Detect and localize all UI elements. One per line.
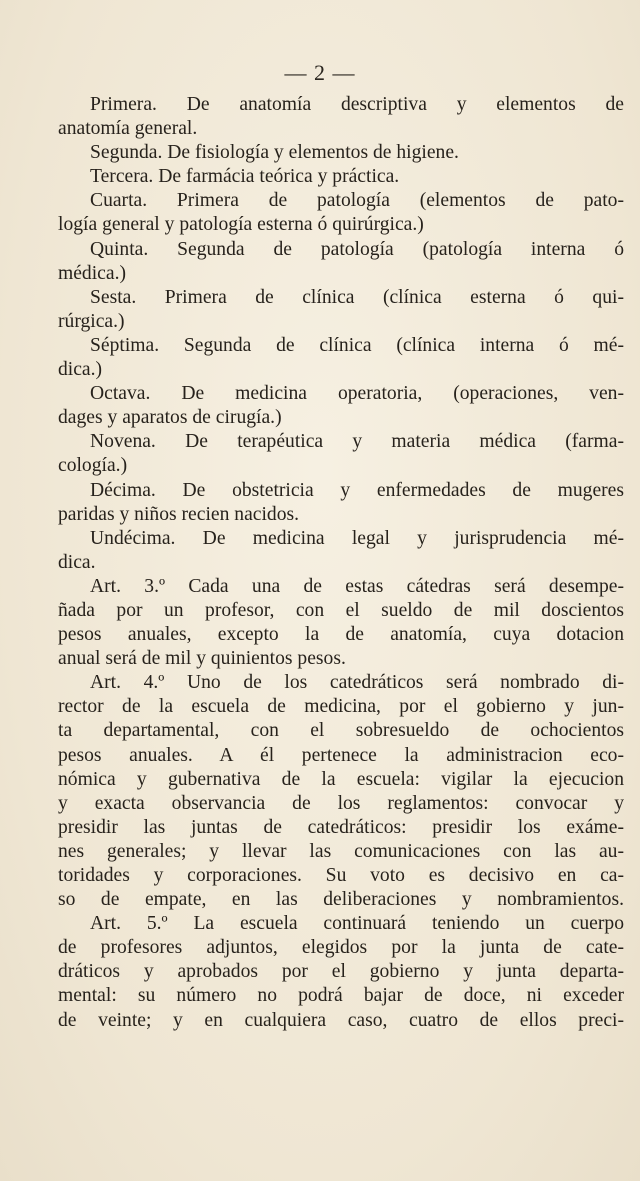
text-line: anual será de mil y quinientos pesos.: [58, 648, 346, 670]
text-line: so de empate, en las deliberaciones y nombramientos.: [58, 889, 624, 911]
text-line: rector de la escuela de medicina, por el gobierno y jun-: [58, 696, 624, 718]
text-line: de profesores adjuntos, elegidos por la junta de cate-: [58, 937, 624, 959]
body-text: [58, 93, 624, 1033]
text-line: pesos anuales, excepto la de anatomía, cuya dotacion: [58, 624, 624, 646]
text-line: ta departamental, con el sobresueldo de ochocientos: [58, 720, 624, 742]
text-line: Tercera. De farmácia teórica y práctica.: [90, 166, 400, 188]
text-line: mental: su número no podrá bajar de doce, ni exceder: [58, 985, 624, 1007]
text-line: Segunda. De fisiología y elementos de higiene.: [90, 142, 459, 164]
text-line: paridas y niños recien nacidos.: [58, 503, 300, 525]
text-line: Art. 4.º Uno de los catedráticos será nombrado di-: [90, 672, 624, 694]
text-line: Séptima. Segunda de clínica (clínica interna ó mé-: [90, 334, 624, 356]
text-line: Décima. De obstetricia y enfermedades de mugeres: [90, 479, 624, 501]
text-line: presidir las juntas de catedráticos: presidir los exáme-: [58, 816, 624, 838]
text-line: Art. 3.º Cada una de estas cátedras será desempe-: [90, 575, 624, 597]
text-line: Quinta. Segunda de patología (patología interna ó: [90, 238, 624, 260]
text-line: dages y aparatos de cirugía.): [58, 407, 282, 429]
text-line: Novena. De terapéutica y materia médica (farma-: [90, 431, 624, 453]
text-line: dráticos y aprobados por el gobierno y junta departa-: [58, 961, 624, 983]
text-line: Undécima. De medicina legal y jurisprudencia mé-: [90, 527, 624, 549]
text-line: nómica y gubernativa de la escuela: vigilar la ejecucion: [58, 768, 624, 790]
text-line: Art. 5.º La escuela continuará teniendo un cuerpo: [90, 913, 624, 935]
text-line: toridades y corporaciones. Su voto es decisivo en ca-: [58, 865, 624, 886]
text-line: anatomía general.: [58, 118, 198, 140]
text-line: rúrgica.): [58, 310, 125, 332]
text-line: de veinte; y en cualquiera caso, cuatro de ellos preci-: [58, 1009, 624, 1031]
text-line: nes generales; y llevar las comunicaciones con las au-: [58, 840, 624, 862]
text-line: logía general y patología esterna ó quirúrgica.): [58, 214, 424, 236]
text-line: pesos anuales. A él pertenece la administracion eco-: [58, 744, 624, 766]
text-line: dica.: [58, 551, 96, 573]
text-line: Octava. De medicina operatoria, (operaciones, ven-: [90, 383, 624, 405]
text-line: ñada por un profesor, con el sueldo de mil doscientos: [58, 599, 624, 621]
text-line: médica.): [58, 262, 126, 284]
text-line: Cuarta. Primera de patología (elementos de pato-: [90, 190, 624, 212]
text-line: cología.): [58, 455, 128, 477]
text-line: Sesta. Primera de clínica (clínica esterna ó qui-: [90, 286, 624, 308]
page-number: — 2 —: [284, 60, 356, 85]
text-line: dica.): [58, 359, 103, 381]
text-line: y exacta observancia de los reglamentos: convocar y: [58, 792, 624, 814]
text-line: Primera. De anatomía descriptiva y elementos de: [90, 94, 624, 115]
